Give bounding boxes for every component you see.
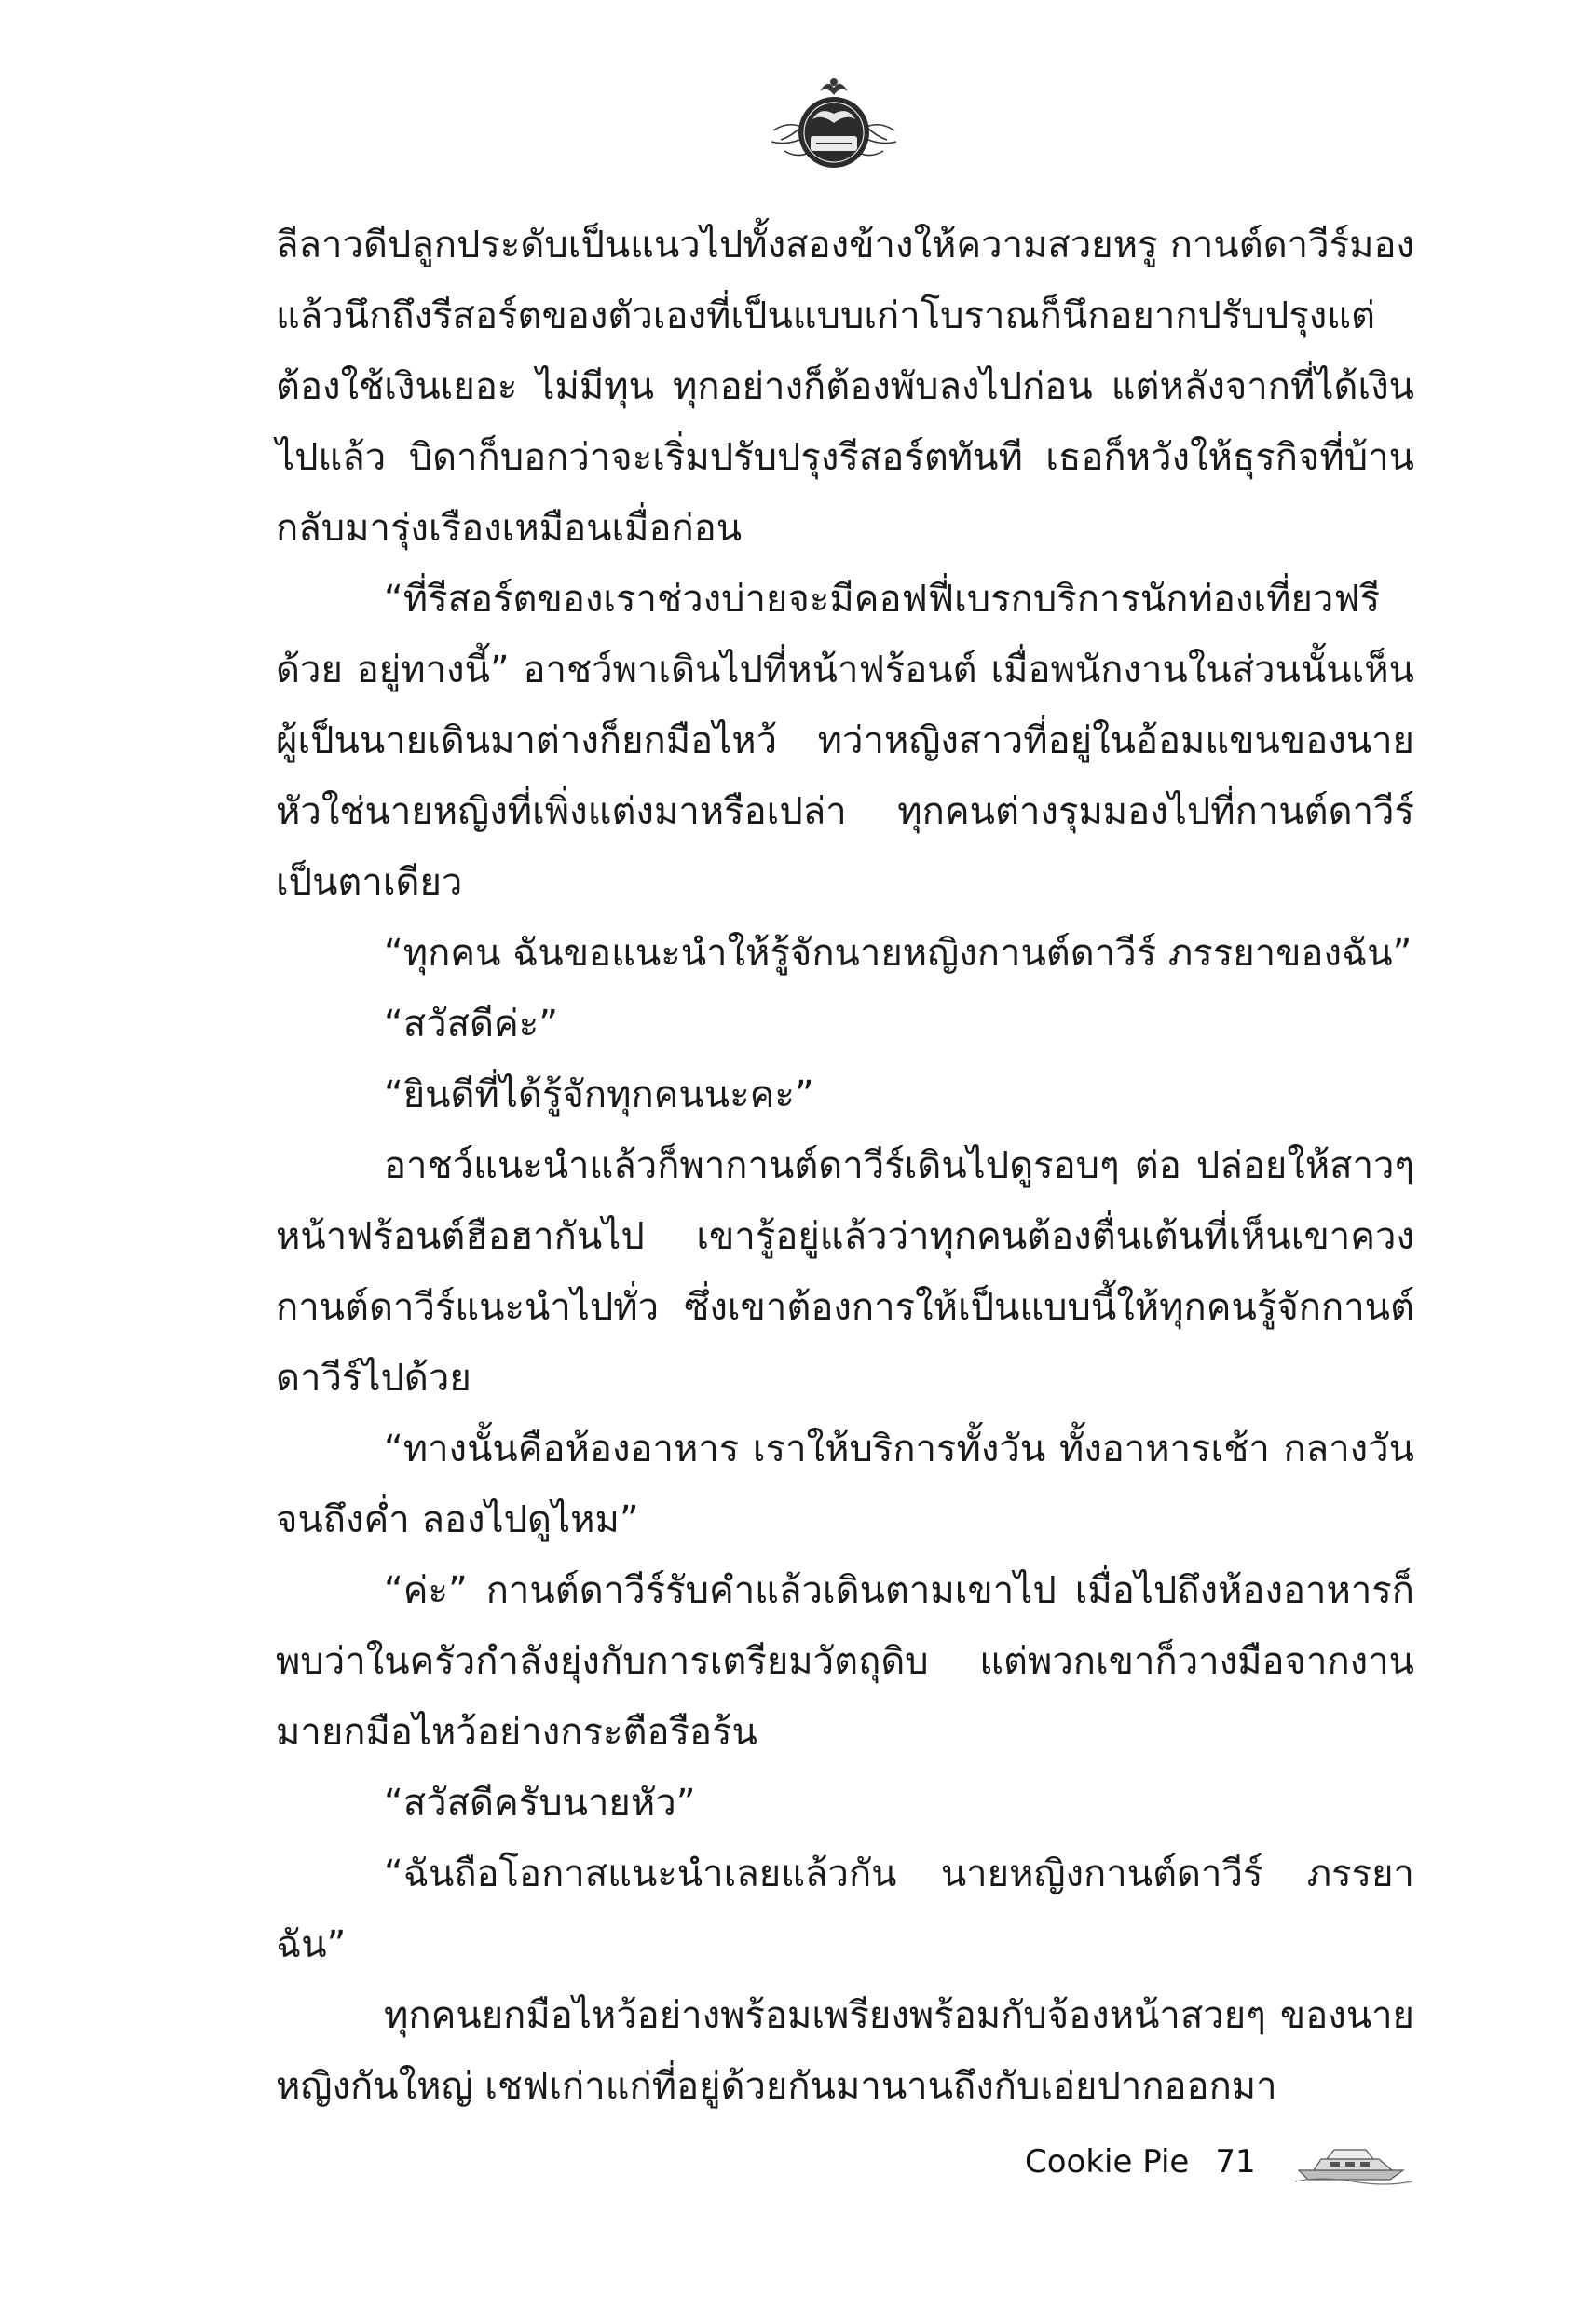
dialogue-line: “ฉันถือโอกาสแนะนำเลยแล้วกัน นายหญิงกานต์ดาวีร์ ภรรยาฉัน” (276, 1853, 1414, 1966)
dialogue-line: “สวัสดีครับนายหัว” (384, 1782, 696, 1825)
dialogue-line: “ทุกคน ฉันขอแนะนำให้รู้จักนายหญิงกานต์ดาวีร์ ภรรยาของฉัน” (384, 932, 1412, 975)
dialogue-line: “ยินดีที่ได้รู้จักทุกคนนะคะ” (384, 1073, 814, 1116)
paragraph: ทุกคนยกมือไหว้อย่างพร้อมเพรียงพร้อมกับจ้องหน้าสวยๆ ของนายหญิงกันใหญ่ เชฟเก่าแก่ที่อยู่ด้วยกันมานานถึงกับเอ่ยปากออกมา (276, 1994, 1414, 2108)
chapter-text (276, 210, 1414, 2122)
paragraph: อาชว์แนะนำแล้วก็พากานต์ดาวีร์เดินไปดูรอบๆ ต่อ ปล่อยให้สาวๆ หน้าฟร้อนต์ฮือฮากันไป เขารู้อยู่แล้วว่าทุกคนต้องตื่นเต้นที่เห็นเขาควงกานต์ดาวีร์แนะนำไปทั่ว ซึ่งเขาต้องการให้เป็นแบบนี้ให้ทุกคนรู้จักกานต์ดาวีร์ไปด้วย (276, 1144, 1414, 1400)
page-number: 71 (1215, 2143, 1256, 2181)
page-footer (1025, 2134, 1414, 2190)
author-name: Cookie Pie (1025, 2143, 1190, 2181)
yacht-icon (1293, 2139, 1414, 2185)
paragraph: “ที่รีสอร์ตของเราช่วงบ่ายจะมีคอฟฟี่เบรกบริการนักท่องเที่ยวฟรีด้วย อยู่ทางนี้” อาชว์พาเดินไปที่หน้าฟร้อนต์ เมื่อพนักงานในส่วนนั้นเห็นผู้เป็นนายเดินมาต่างก็ยกมือไหว้ ทว่าหญิงสาวที่อยู่ในอ้อมแขนของนายหัวใช่นายหญิงที่เพิ่งแต่งมาหรือเปล่า ทุกคนต่างรุมมองไปที่กานต์ดาวีร์เป็นตาเดียว (276, 578, 1414, 904)
paragraph: ลีลาวดีปลูกประดับเป็นแนวไปทั้งสองข้างให้ความสวยหรู กานต์ดาวีร์มองแล้วนึกถึงรีสอร์ตของตัวเองที่เป็นแบบเก่าโบราณก็นึกอยากปรับปรุงแต่ต้องใช้เงินเยอะ ไม่มีทุน ทุกอย่างก็ต้องพับลงไปก่อน แต่หลังจากที่ได้เงินไปแล้ว บิดาก็บอกว่าจะเริ่มปรับปรุงรีสอร์ตทันที เธอก็หวังให้ธุรกิจที่บ้านกลับมารุ่งเรืองเหมือนเมื่อก่อน (276, 224, 1414, 550)
dialogue-line: “สวัสดีค่ะ” (384, 1003, 558, 1046)
paragraph: “ค่ะ” กานต์ดาวีร์รับคำแล้วเดินตามเขาไป เมื่อไปถึงห้องอาหารก็พบว่าในครัวกำลังยุ่งกับการเตรียมวัตถุดิบ แต่พวกเขาก็วางมือจากงานมายกมือไหว้อย่างกระตือรือร้น (276, 1569, 1414, 1754)
publisher-emblem-icon (764, 65, 904, 175)
dialogue-line: “ทางนั้นคือห้องอาหาร เราให้บริการทั้งวัน ทั้งอาหารเช้า กลางวันจนถึงค่ำ ลองไปดูไหม” (276, 1428, 1414, 1541)
